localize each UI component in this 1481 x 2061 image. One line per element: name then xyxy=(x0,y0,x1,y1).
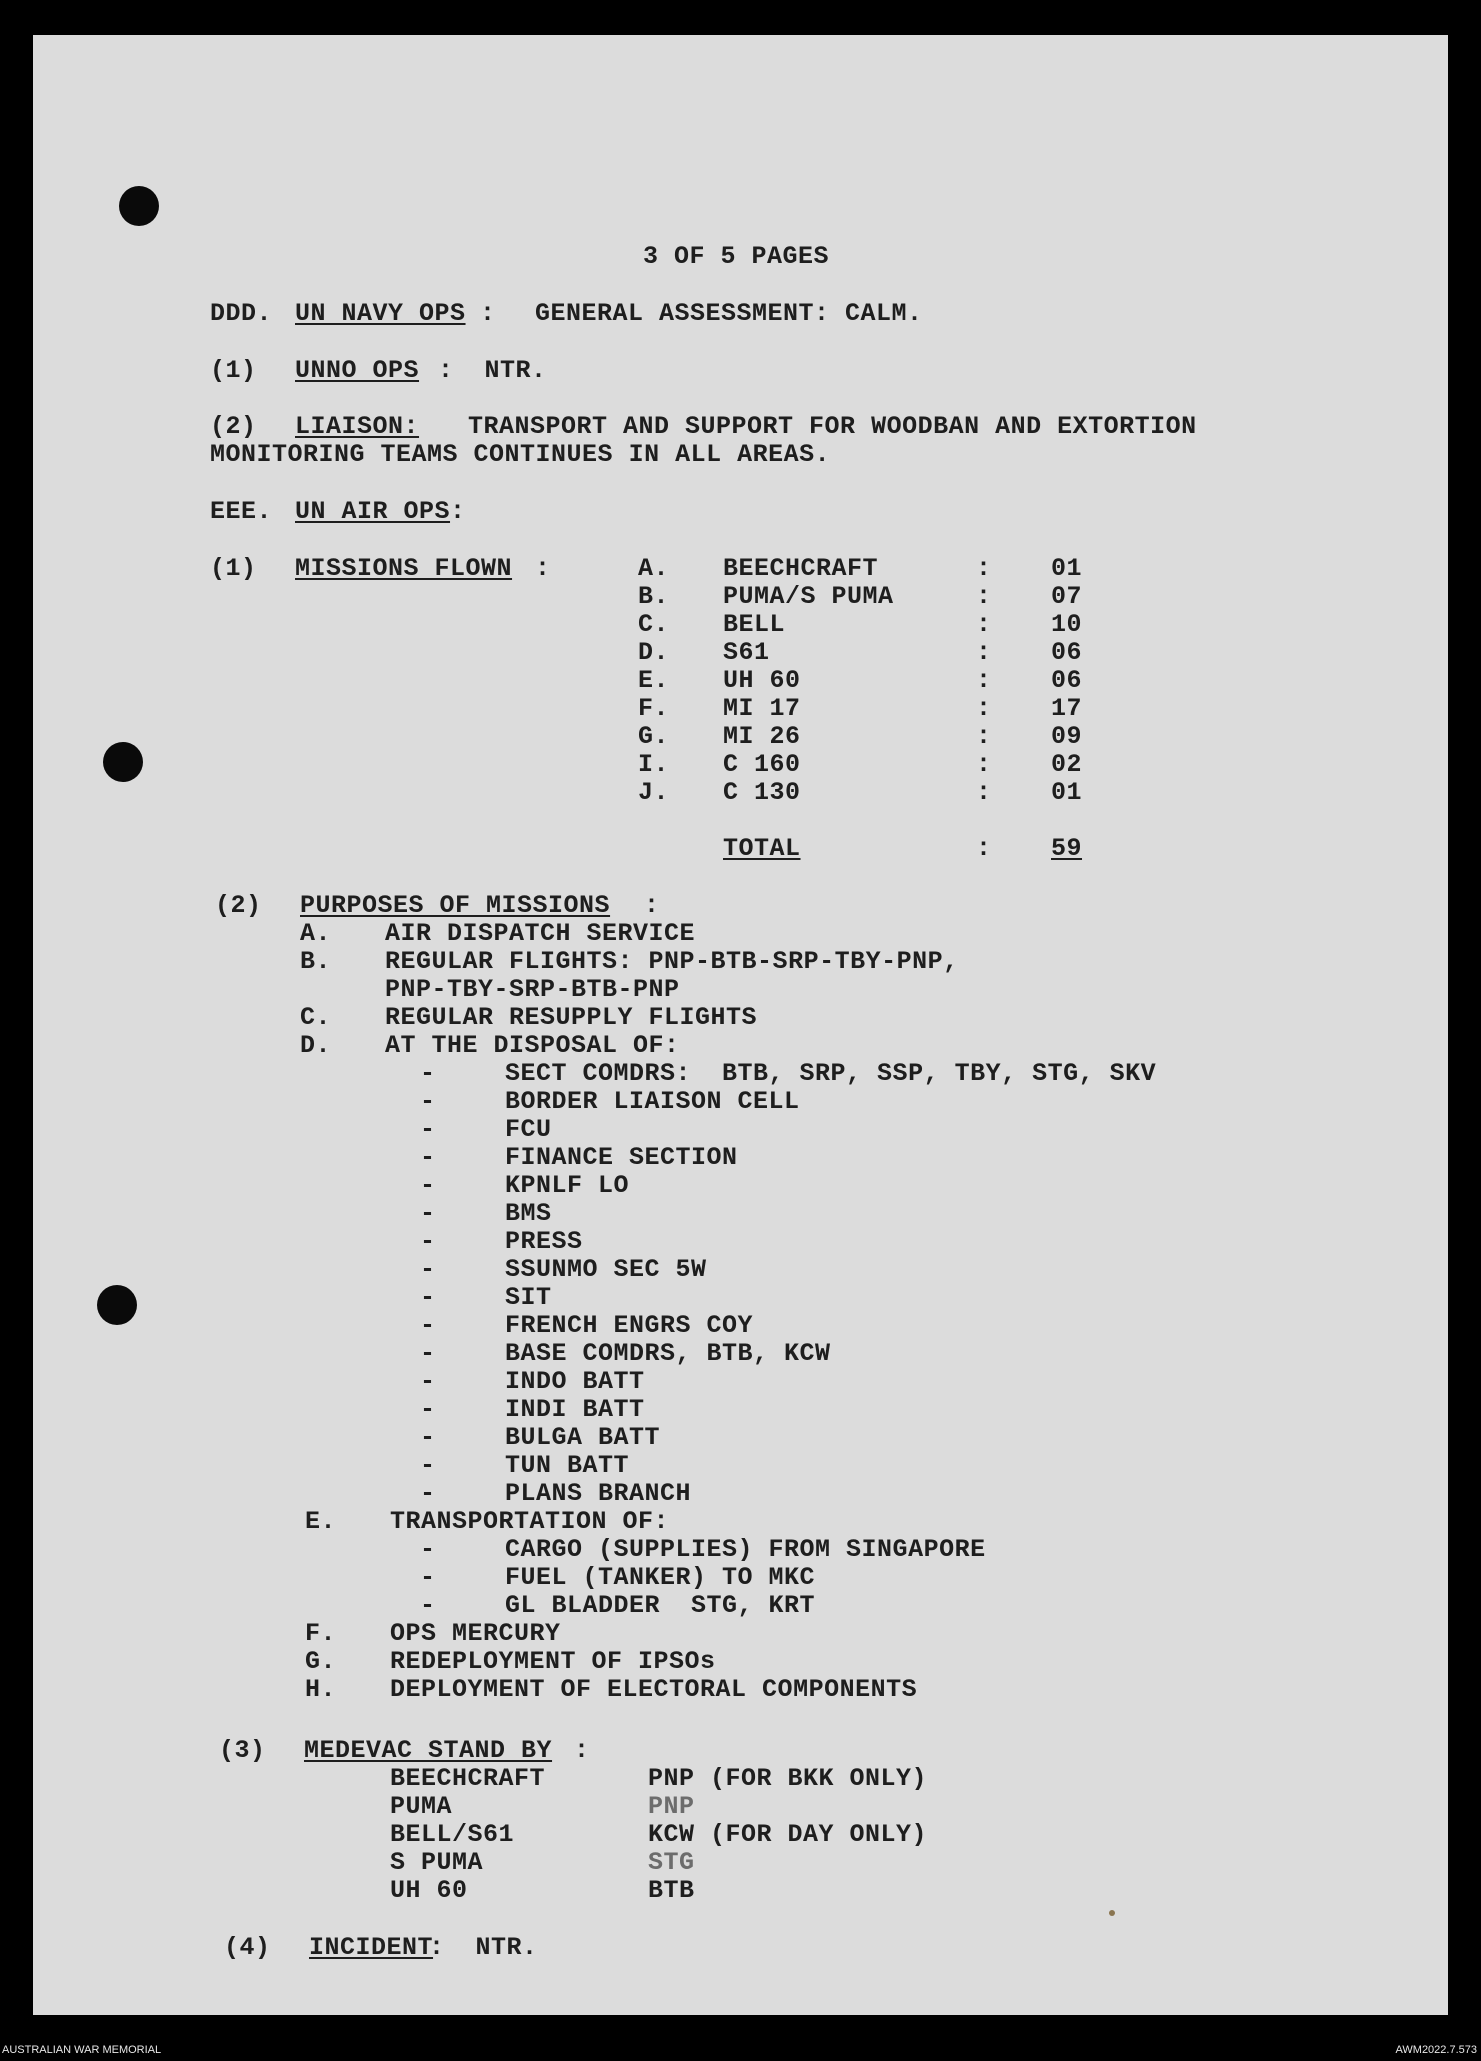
list-item-text: INDI BATT xyxy=(505,1395,645,1424)
medevac-aircraft: S PUMA xyxy=(390,1848,484,1877)
air-heading: UN AIR OPS xyxy=(295,497,451,526)
stain-mark xyxy=(1109,1910,1115,1916)
mission-letter: D. xyxy=(638,638,670,667)
purposes-number: (2) xyxy=(215,891,262,920)
dash-bullet: - xyxy=(420,1059,436,1088)
mission-count: 17 xyxy=(1051,694,1083,723)
mission-separator: : xyxy=(976,638,992,667)
dash-bullet: - xyxy=(420,1227,436,1256)
mission-letter: I. xyxy=(638,750,670,779)
mission-separator: : xyxy=(976,610,992,639)
missions-colon: : xyxy=(535,554,551,583)
mission-letter: A. xyxy=(638,554,670,583)
mission-separator: : xyxy=(976,554,992,583)
air-colon: : xyxy=(450,497,466,526)
medevac-heading: MEDEVAC STAND BY xyxy=(304,1736,553,1765)
mission-aircraft: MI 17 xyxy=(723,694,801,723)
list-item-text: CARGO (SUPPLIES) FROM SINGAPORE xyxy=(505,1535,986,1564)
mission-count: 01 xyxy=(1051,554,1083,583)
incident-number: (4) xyxy=(224,1933,271,1962)
purpose-text: TRANSPORTATION OF: xyxy=(390,1507,670,1536)
medevac-location: STG xyxy=(648,1848,695,1877)
list-item-text: SSUNMO SEC 5W xyxy=(505,1255,707,1284)
list-item-text: SIT xyxy=(505,1283,552,1312)
document-page xyxy=(33,35,1448,2015)
medevac-location: KCW (FOR DAY ONLY) xyxy=(648,1820,928,1849)
purpose-text: REGULAR FLIGHTS: PNP-BTB-SRP-TBY-PNP, xyxy=(385,947,959,976)
mission-count: 06 xyxy=(1051,666,1083,695)
list-item-text: PRESS xyxy=(505,1227,583,1256)
mission-aircraft: S61 xyxy=(723,638,770,667)
unno-heading: UNNO OPS xyxy=(295,356,420,385)
liaison-heading: LIAISON: xyxy=(295,412,420,441)
mission-letter: F. xyxy=(638,694,670,723)
dash-bullet: - xyxy=(420,1339,436,1368)
mission-separator: : xyxy=(976,694,992,723)
liaison-text-2: MONITORING TEAMS CONTINUES IN ALL AREAS. xyxy=(210,440,831,469)
mission-count: 02 xyxy=(1051,750,1083,779)
medevac-number: (3) xyxy=(219,1736,266,1765)
incident-heading: INCIDENT xyxy=(309,1933,434,1962)
dash-bullet: - xyxy=(420,1563,436,1592)
medevac-location: PNP (FOR BKK ONLY) xyxy=(648,1764,928,1793)
purpose-letter: B. xyxy=(300,947,332,976)
list-item-text: FUEL (TANKER) TO MKC xyxy=(505,1563,816,1592)
medevac-location: BTB xyxy=(648,1876,695,1905)
purpose-text: AT THE DISPOSAL OF: xyxy=(385,1031,680,1060)
unno-number: (1) xyxy=(210,356,257,385)
liaison-number: (2) xyxy=(210,412,257,441)
list-item-text: TUN BATT xyxy=(505,1451,630,1480)
mission-aircraft: BEECHCRAFT xyxy=(723,554,879,583)
purpose-letter: F. xyxy=(305,1619,337,1648)
missions-heading: MISSIONS FLOWN xyxy=(295,554,513,583)
purpose-text: DEPLOYMENT OF ELECTORAL COMPONENTS xyxy=(390,1675,918,1704)
dash-bullet: - xyxy=(420,1479,436,1508)
list-item-text: BORDER LIAISON CELL xyxy=(505,1087,800,1116)
dash-bullet: - xyxy=(420,1199,436,1228)
list-item-text: BMS xyxy=(505,1199,552,1228)
list-item-text: FINANCE SECTION xyxy=(505,1143,738,1172)
mission-count: 07 xyxy=(1051,582,1083,611)
navy-prefix: DDD. xyxy=(210,299,273,328)
navy-colon: : xyxy=(480,299,496,328)
dash-bullet: - xyxy=(420,1591,436,1620)
mission-separator: : xyxy=(976,582,992,611)
footer-left: AUSTRALIAN WAR MEMORIAL xyxy=(2,2044,162,2056)
list-item-text: BASE COMDRS, BTB, KCW xyxy=(505,1339,831,1368)
purposes-heading: PURPOSES OF MISSIONS xyxy=(300,891,611,920)
purpose-text: AIR DISPATCH SERVICE xyxy=(385,919,696,948)
purpose-letter: A. xyxy=(300,919,332,948)
list-item-text: BULGA BATT xyxy=(505,1423,661,1452)
total-separator: : xyxy=(976,834,992,863)
list-item-text: GL BLADDER STG, KRT xyxy=(505,1591,816,1620)
dash-bullet: - xyxy=(420,1451,436,1480)
dash-bullet: - xyxy=(420,1171,436,1200)
air-prefix: EEE. xyxy=(210,497,273,526)
mission-separator: : xyxy=(976,750,992,779)
footer-right: AWM2022.7.573 xyxy=(1395,2044,1477,2056)
page-header: 3 OF 5 PAGES xyxy=(643,242,830,271)
total-value: 59 xyxy=(1051,834,1083,863)
purpose-letter: E. xyxy=(305,1507,337,1536)
list-item-text: INDO BATT xyxy=(505,1367,645,1396)
liaison-text-1: TRANSPORT AND SUPPORT FOR WOODBAN AND EXTORTION xyxy=(468,412,1197,441)
dash-bullet: - xyxy=(420,1115,436,1144)
list-item-text: KPNLF LO xyxy=(505,1171,630,1200)
unno-text: : NTR. xyxy=(438,356,547,385)
purpose-letter: D. xyxy=(300,1031,332,1060)
dash-bullet: - xyxy=(420,1087,436,1116)
list-item-text: PLANS BRANCH xyxy=(505,1479,692,1508)
punch-hole-bottom xyxy=(97,1285,137,1325)
dash-bullet: - xyxy=(420,1367,436,1396)
mission-count: 10 xyxy=(1051,610,1083,639)
dash-bullet: - xyxy=(420,1311,436,1340)
mission-letter: G. xyxy=(638,722,670,751)
purpose-text: OPS MERCURY xyxy=(390,1619,561,1648)
mission-aircraft: MI 26 xyxy=(723,722,801,751)
mission-separator: : xyxy=(976,778,992,807)
navy-heading: UN NAVY OPS xyxy=(295,299,466,328)
mission-letter: J. xyxy=(638,778,670,807)
punch-hole-top xyxy=(119,186,159,226)
mission-aircraft: UH 60 xyxy=(723,666,801,695)
dash-bullet: - xyxy=(420,1535,436,1564)
mission-count: 01 xyxy=(1051,778,1083,807)
medevac-aircraft: BEECHCRAFT xyxy=(390,1764,546,1793)
mission-aircraft: BELL xyxy=(723,610,786,639)
mission-count: 06 xyxy=(1051,638,1083,667)
medevac-aircraft: UH 60 xyxy=(390,1876,468,1905)
mission-letter: C. xyxy=(638,610,670,639)
list-item-text: FCU xyxy=(505,1115,552,1144)
mission-letter: B. xyxy=(638,582,670,611)
purpose-text: REDEPLOYMENT OF IPSOs xyxy=(390,1647,716,1676)
mission-aircraft: PUMA/S PUMA xyxy=(723,582,894,611)
purpose-letter: C. xyxy=(300,1003,332,1032)
mission-separator: : xyxy=(976,722,992,751)
medevac-aircraft: BELL/S61 xyxy=(390,1820,515,1849)
list-item-text: FRENCH ENGRS COY xyxy=(505,1311,754,1340)
mission-aircraft: C 160 xyxy=(723,750,801,779)
medevac-aircraft: PUMA xyxy=(390,1792,453,1821)
mission-count: 09 xyxy=(1051,722,1083,751)
missions-number: (1) xyxy=(210,554,257,583)
mission-letter: E. xyxy=(638,666,670,695)
purpose-letter: H. xyxy=(305,1675,337,1704)
dash-bullet: - xyxy=(420,1283,436,1312)
punch-hole-middle xyxy=(103,742,143,782)
list-item-text: SECT COMDRS: BTB, SRP, SSP, TBY, STG, SKV xyxy=(505,1059,1157,1088)
purposes-colon: : xyxy=(644,891,660,920)
dash-bullet: - xyxy=(420,1395,436,1424)
purpose-letter: G. xyxy=(305,1647,337,1676)
total-label: TOTAL xyxy=(723,834,801,863)
incident-text: : NTR. xyxy=(429,1933,538,1962)
dash-bullet: - xyxy=(420,1143,436,1172)
mission-separator: : xyxy=(976,666,992,695)
dash-bullet: - xyxy=(420,1255,436,1284)
purpose-text: REGULAR RESUPPLY FLIGHTS xyxy=(385,1003,758,1032)
mission-aircraft: C 130 xyxy=(723,778,801,807)
medevac-colon: : xyxy=(574,1736,590,1765)
navy-assessment: GENERAL ASSESSMENT: CALM. xyxy=(535,299,923,328)
dash-bullet: - xyxy=(420,1423,436,1452)
medevac-location: PNP xyxy=(648,1792,695,1821)
purpose-text-continued: PNP-TBY-SRP-BTB-PNP xyxy=(385,975,680,1004)
